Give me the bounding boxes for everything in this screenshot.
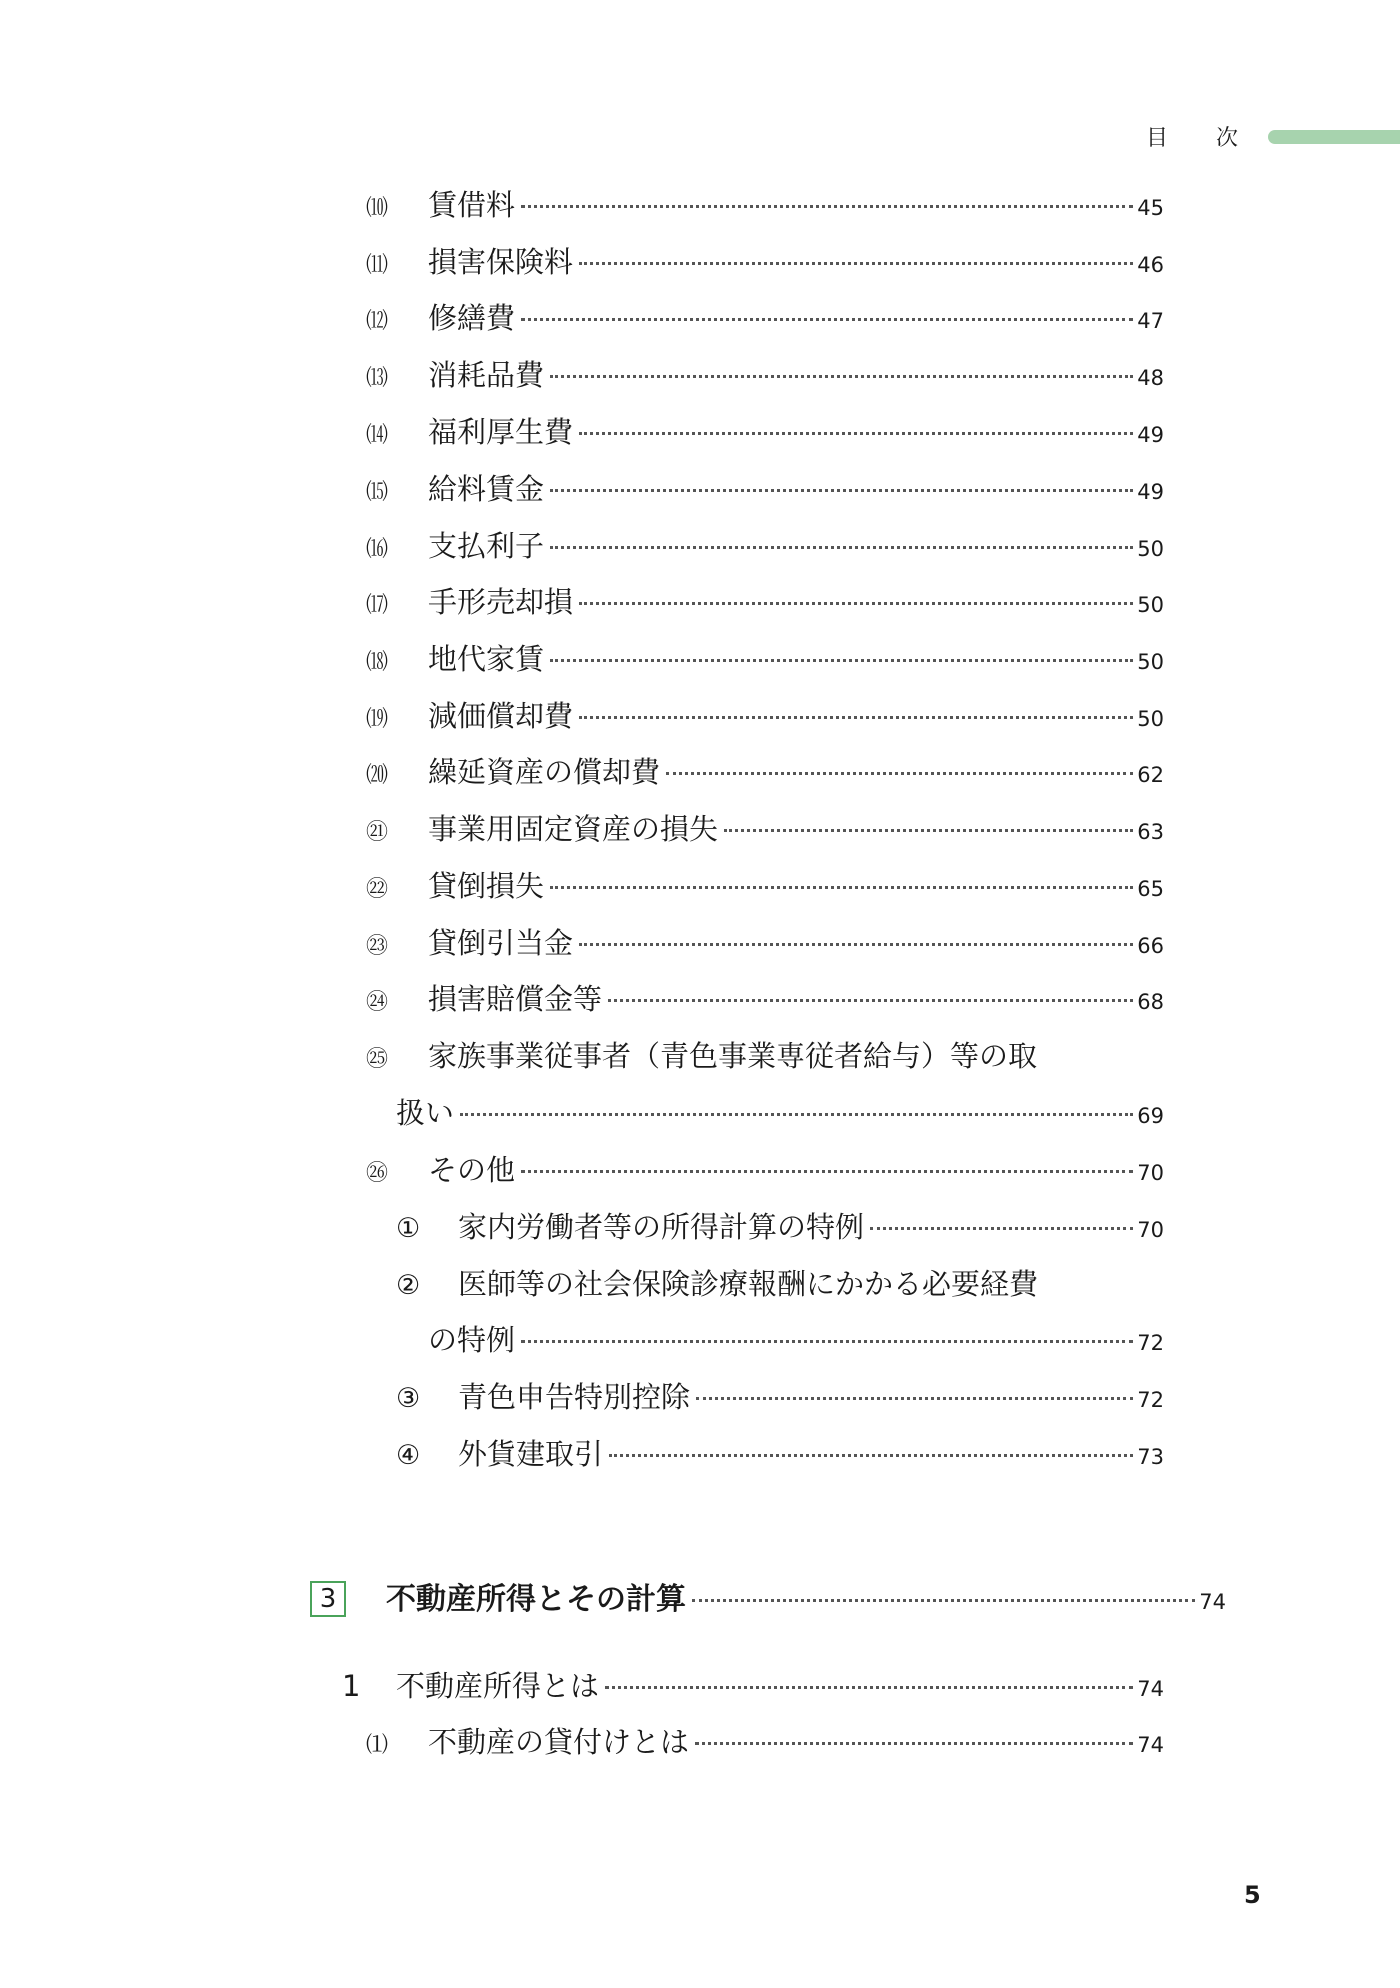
dot-leader	[579, 943, 1133, 946]
toc-entry-page: 70	[1137, 1161, 1164, 1185]
toc-entry-label: 家族事業従事者（青色事業専従者給与）等の取	[428, 1039, 1038, 1073]
toc-entry-page: 73	[1137, 1445, 1164, 1469]
toc-entry[interactable]	[366, 582, 1164, 622]
toc-entry[interactable]	[366, 412, 1164, 452]
dot-leader	[609, 1454, 1133, 1457]
toc-entry-page: 50	[1137, 650, 1164, 674]
dot-leader	[521, 205, 1133, 208]
toc-entry-page: 46	[1137, 253, 1164, 277]
toc-entry-page: 69	[1137, 1104, 1164, 1128]
toc-entry-label-continued: の特例	[428, 1323, 516, 1357]
toc-entry-number: ⒂	[366, 480, 389, 505]
toc-entry-page: 47	[1137, 309, 1164, 333]
toc-entry-label: 不動産の貸付けとは	[428, 1725, 690, 1759]
dot-leader	[692, 1599, 1195, 1602]
toc-entry-label: 損害賠償金等	[428, 982, 603, 1016]
toc-entry-number: ⒄	[366, 593, 389, 618]
toc-entry[interactable]	[366, 979, 1164, 1019]
toc-entry[interactable]	[366, 469, 1164, 509]
toc-entry-number: ①	[396, 1213, 421, 1244]
dot-leader	[550, 489, 1133, 492]
dot-leader	[579, 602, 1133, 605]
toc-entry-page: 45	[1137, 196, 1164, 220]
toc-entry[interactable]	[396, 1434, 1164, 1474]
section-entry[interactable]	[386, 1580, 1226, 1620]
dot-leader	[521, 1340, 1133, 1343]
dot-leader	[579, 716, 1133, 719]
toc-entry-label: 給料賃金	[428, 472, 545, 506]
toc-entry[interactable]	[396, 1207, 1164, 1247]
toc-entry-page: 63	[1137, 820, 1164, 844]
dot-leader	[521, 318, 1133, 321]
toc-entry[interactable]	[366, 526, 1164, 566]
toc-entry-number: ㉖	[366, 1161, 389, 1186]
toc-entry-number: ⒅	[366, 650, 389, 675]
toc-entry[interactable]	[366, 355, 1164, 395]
subsection-label: 不動産所得とは	[396, 1669, 600, 1703]
dot-leader	[608, 999, 1133, 1002]
toc-entry-label: 医師等の社会保険診療報酬にかかる必要経費	[458, 1267, 1039, 1301]
toc-entry-page: 70	[1137, 1218, 1164, 1242]
dot-leader	[550, 375, 1133, 378]
toc-entry[interactable]	[366, 242, 1164, 282]
dot-leader	[460, 1113, 1133, 1116]
toc-entry-number: ㉕	[366, 1047, 389, 1072]
toc-entry[interactable]	[366, 1150, 1164, 1190]
toc-entry-number: ⒀	[366, 366, 389, 391]
subsection-page: 74	[1137, 1677, 1164, 1701]
toc-entry-page: 50	[1137, 593, 1164, 617]
page-number: 5	[1244, 1881, 1261, 1909]
toc-entry-number: ③	[396, 1383, 421, 1414]
toc-entry-number: ④	[396, 1440, 421, 1471]
toc-entry-number: ⒇	[366, 763, 389, 788]
toc-entry-page: 66	[1137, 934, 1164, 958]
toc-entry-number: ㉔	[366, 990, 389, 1015]
header-title-char-2: 次	[1215, 126, 1238, 151]
toc-entry[interactable]	[396, 1377, 1164, 1417]
toc-entry-first-line[interactable]	[366, 1036, 1037, 1076]
toc-entry-label: 修繕費	[428, 301, 516, 335]
toc-entry[interactable]	[366, 809, 1164, 849]
toc-entry-page: 48	[1137, 366, 1164, 390]
toc-entry-first-line[interactable]	[396, 1264, 1038, 1304]
toc-entry-label: 外貨建取引	[458, 1437, 604, 1471]
toc-entry-number: ⑿	[366, 309, 389, 334]
toc-entry[interactable]	[366, 185, 1164, 225]
toc-entry-label: 減価償却費	[428, 699, 574, 733]
toc-entry-number: ⒆	[366, 707, 389, 732]
dot-leader	[666, 772, 1133, 775]
toc-entry-number: ㉓	[366, 934, 389, 959]
toc-entry-page: 74	[1137, 1733, 1164, 1757]
dot-leader	[695, 1742, 1133, 1745]
header-accent-bar	[1268, 130, 1400, 144]
section-page: 74	[1199, 1590, 1226, 1614]
toc-entry-number: ㉑	[366, 820, 389, 845]
toc-entry-number: ⑽	[366, 196, 389, 221]
toc-entry-label: 手形売却損	[428, 585, 574, 619]
toc-entry-page: 50	[1137, 537, 1164, 561]
dot-leader	[579, 432, 1133, 435]
toc-entry[interactable]	[366, 1722, 1164, 1762]
toc-entry-page: 62	[1137, 763, 1164, 787]
subsection-entry[interactable]	[342, 1666, 1164, 1706]
dot-leader	[870, 1227, 1133, 1230]
toc-entry-label-continued: 扱い	[396, 1096, 455, 1130]
toc-entry[interactable]	[366, 752, 1164, 792]
toc-entry-label: 支払利子	[428, 529, 545, 563]
toc-entry-page: 49	[1137, 423, 1164, 447]
subsection-number: 1	[342, 1669, 361, 1703]
toc-entry-number: ⒁	[366, 423, 389, 448]
dot-leader	[550, 886, 1133, 889]
toc-entry-number: ②	[396, 1270, 421, 1301]
toc-entry-page: 68	[1137, 990, 1164, 1014]
dot-leader	[605, 1686, 1133, 1689]
toc-entry-number: ㉒	[366, 877, 389, 902]
toc-entry-number: ⑾	[366, 253, 389, 278]
toc-entry-continuation[interactable]	[428, 1320, 1164, 1360]
toc-entry-page: 72	[1137, 1388, 1164, 1412]
toc-entry-label: 貸倒損失	[428, 869, 545, 903]
toc-entry-page: 49	[1137, 480, 1164, 504]
header-title	[1146, 124, 1238, 154]
toc-entry-label: 消耗品費	[428, 358, 545, 392]
section-number-box: 3	[310, 1581, 346, 1617]
toc-entry-page: 50	[1137, 707, 1164, 731]
toc-entry[interactable]	[366, 866, 1164, 906]
toc-entry-label: 繰延資産の償却費	[428, 755, 661, 789]
toc-entry-label: その他	[428, 1153, 516, 1187]
toc-entry-label: 賃借料	[428, 188, 516, 222]
toc-entry[interactable]	[366, 696, 1164, 736]
dot-leader	[696, 1397, 1133, 1400]
toc-entry-label: 青色申告特別控除	[458, 1380, 691, 1414]
toc-entry[interactable]	[366, 923, 1164, 963]
toc-entry-label: 事業用固定資産の損失	[428, 812, 719, 846]
toc-entry-continuation[interactable]	[396, 1093, 1164, 1133]
dot-leader	[521, 1170, 1133, 1173]
toc-entry-page: 72	[1137, 1331, 1164, 1355]
toc-entry[interactable]	[366, 298, 1164, 338]
toc-entry-label: 福利厚生費	[428, 415, 574, 449]
toc-entry-number: ⑴	[366, 1733, 389, 1758]
toc-entry[interactable]	[366, 639, 1164, 679]
toc-entry-label: 家内労働者等の所得計算の特例	[458, 1210, 865, 1244]
dot-leader	[550, 659, 1133, 662]
toc-entry-label: 地代家賃	[428, 642, 545, 676]
toc-entry-number: ⒃	[366, 537, 389, 562]
dot-leader	[579, 262, 1133, 265]
section-title: 不動産所得とその計算	[386, 1582, 686, 1617]
toc-entry-label: 損害保険料	[428, 245, 574, 279]
dot-leader	[724, 829, 1133, 832]
header-title-char-1: 目	[1146, 126, 1169, 151]
dot-leader	[550, 546, 1133, 549]
toc-entry-page: 65	[1137, 877, 1164, 901]
toc-entry-label: 貸倒引当金	[428, 926, 574, 960]
